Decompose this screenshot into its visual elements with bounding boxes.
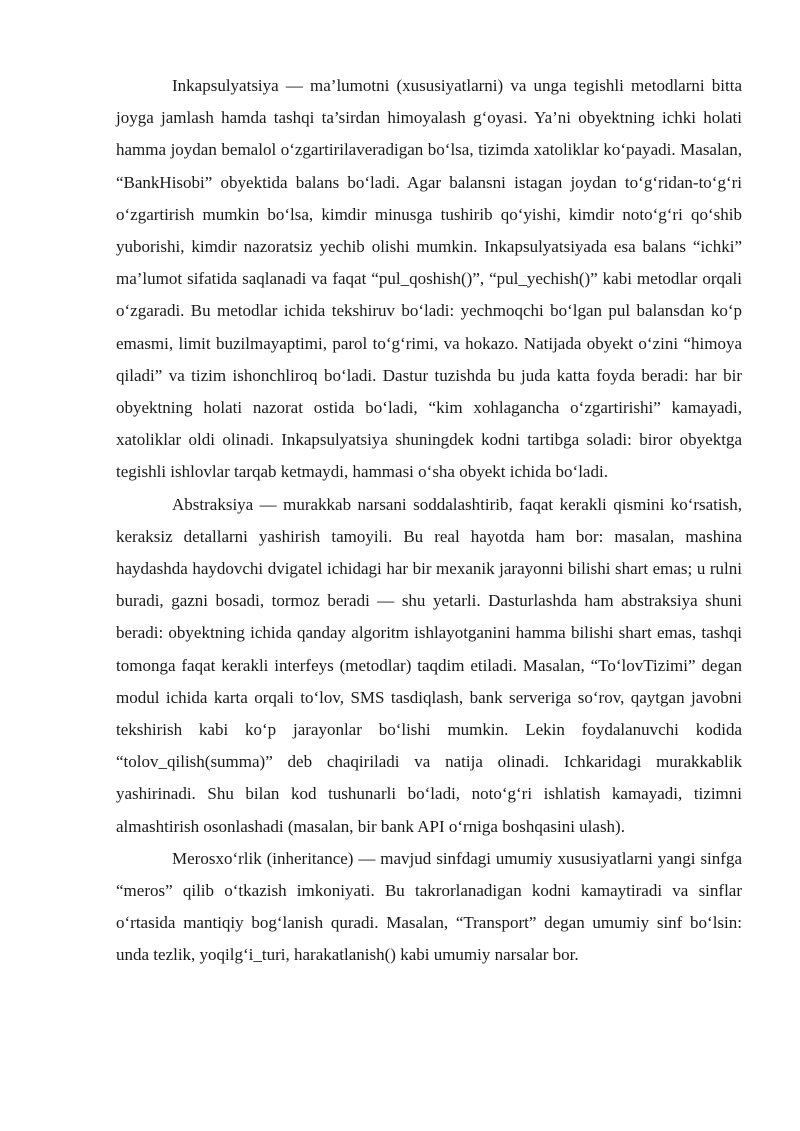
paragraph-inheritance: Merosxo‘rlik (inheritance) — mavjud sinfdagi umumiy xususiyatlarni yangi sinfga “meros” qilib o‘tkazish imkoniyati. Bu takrorlanadigan kodni kamaytiradi va sinflar o‘rtasida mantiqiy bog‘lanish quradi. Masalan, “Transport” degan umumiy sinf bo‘lsin: unda tezlik, yoqilg‘i_turi, harakatlanish() kabi umumiy narsalar bor. (116, 848, 742, 965)
paragraph-abstraction: Abstraksiya — murakkab narsani soddalashtirib, faqat kerakli qismini ko‘rsatish, keraksiz detallarni yashirish tamoyili. Bu real hayotda ham bor: masalan, mashina haydashda haydovchi dvigatel ichidagi har bir mexanik jarayonni bilishi shart emas; u rulni buradi, gazni bosadi, tormoz beradi — shu yetarli. Dasturlashda ham abstraksiya shuni beradi: obyektning ichida qanday algoritm ishlayotganini hamma bilishi shart emas, tashqi tomonga faqat kerakli interfeys (metodlar) taqdim etiladi. Masalan, “To‘lovTizimi” degan modul ichida karta orqali to‘lov, SMS tasdiqlash, bank serveriga so‘rov, qaytgan javobni tekshirish kabi ko‘p jarayonlar bo‘lishi mumkin. Lekin foydalanuvchi kodida “tolov_qilish(summa)” deb chaqiriladi va natija olinadi. Ichkaridagi murakkablik yashirinadi. Shu bilan kod tushunarli bo‘ladi, noto‘g‘ri ishlatish kamayadi, tizimni almashtirish osonlashadi (masalan, bir bank API o‘rniga boshqasini ulash). (116, 494, 742, 836)
document-page (116, 70, 742, 972)
paragraph-encapsulation: Inkapsulyatsiya — ma’lumotni (xususiyatlarni) va unga tegishli metodlarni bitta joyga jamlash hamda tashqi ta’sirdan himoyalash g‘oyasi. Ya’ni obyektning ichki holati hamma joydan bemalol o‘zgartirilaveradigan bo‘lsa, tizimda xatoliklar ko‘payadi. Masalan, “BankHisobi” obyektida balans bo‘ladi. Agar balansni istagan joydan to‘g‘ridan-to‘g‘ri o‘zgartirish mumkin bo‘lsa, kimdir minusga tushirib qo‘yishi, kimdir noto‘g‘ri qo‘shib yuborishi, kimdir nazoratsiz yechib olishi mumkin. Inkapsulyatsiyada esa balans “ichki” ma’lumot sifatida saqlanadi va faqat “pul_qoshish()”, “pul_yechish()” kabi metodlar orqali o‘zgaradi. Bu metodlar ichida tekshiruv bo‘ladi: yechmoqchi bo‘lgan pul balansdan ko‘p emasmi, limit buzilmayaptimi, parol to‘g‘rimi, va hokazo. Natijada obyekt o‘zini “himoya qiladi” va tizim ishonchliroq bo‘ladi. Dastur tuzishda bu juda katta foyda beradi: har bir obyektning holati nazorat ostida bo‘ladi, “kim xohlagancha o‘zgartirishi” kamayadi, xatoliklar oldi olinadi. Inkapsulyatsiya shuningdek kodni tartibga soladi: biror obyektga tegishli ishlovlar tarqab ketmaydi, hammasi o‘sha obyekt ichida bo‘ladi. (116, 76, 742, 482)
